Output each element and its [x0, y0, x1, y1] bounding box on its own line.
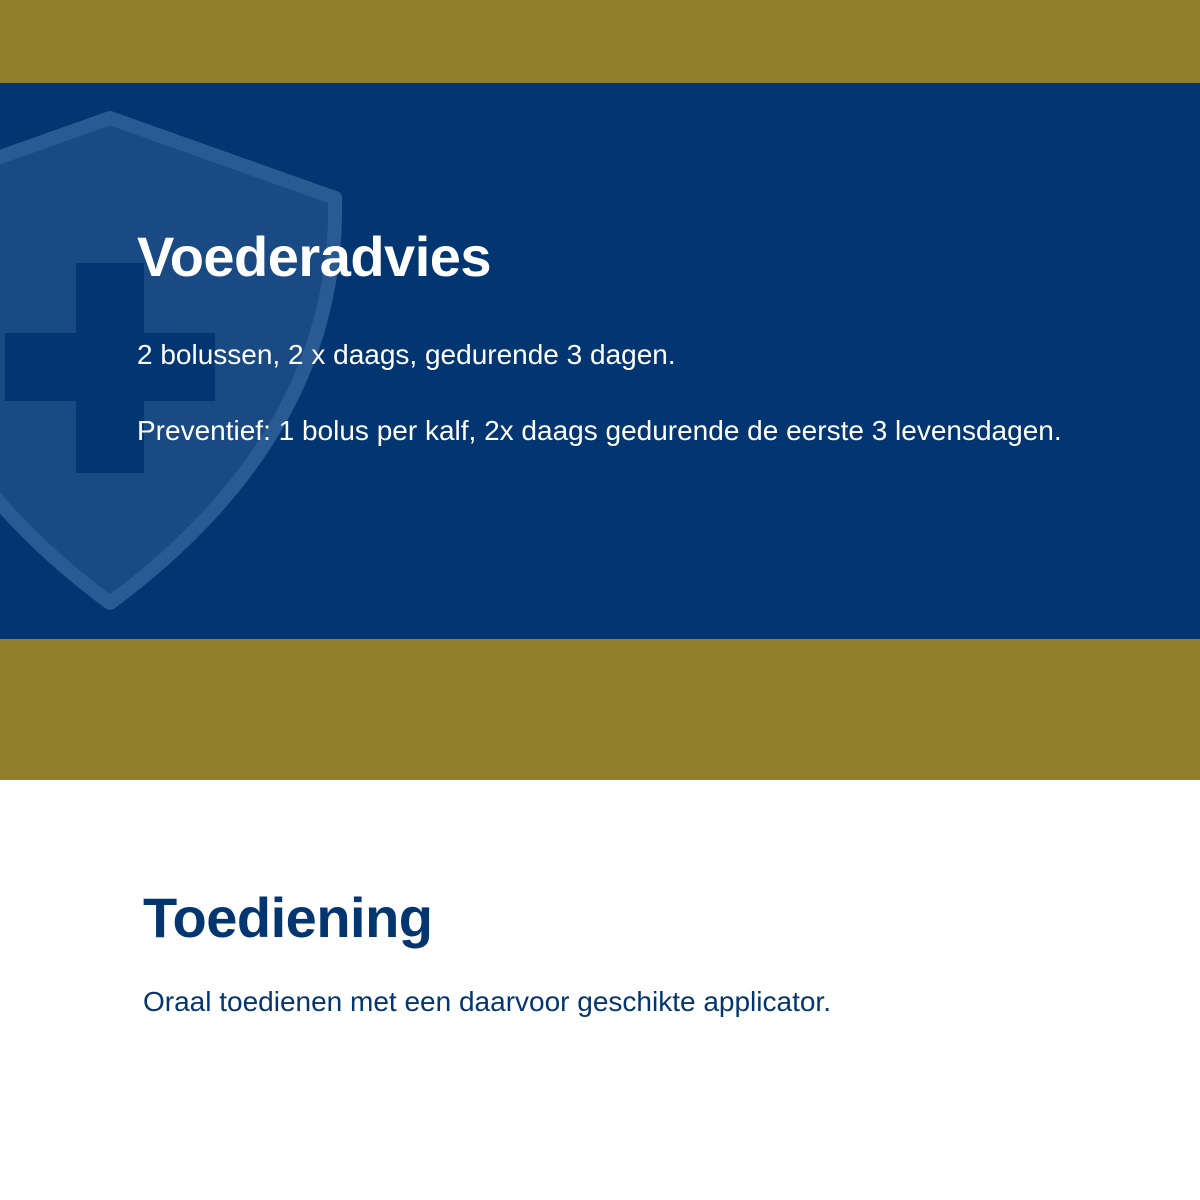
administration-section — [0, 780, 1200, 1200]
preventive-dosage-text: Preventief: 1 bolus per kalf, 2x daags gedurende de eerste 3 levensdagen. — [137, 415, 1062, 446]
administration-title: Toediening — [143, 886, 433, 949]
feeding-advice-panel — [0, 83, 1200, 639]
top-gold-band — [0, 0, 1200, 83]
bottom-gold-band — [0, 639, 1200, 780]
feeding-advice-title: Voederadvies — [137, 225, 492, 288]
administration-text: Oraal toedienen met een daarvoor geschikte applicator. — [143, 986, 831, 1017]
dosage-text: 2 bolussen, 2 x daags, gedurende 3 dagen. — [137, 339, 676, 370]
